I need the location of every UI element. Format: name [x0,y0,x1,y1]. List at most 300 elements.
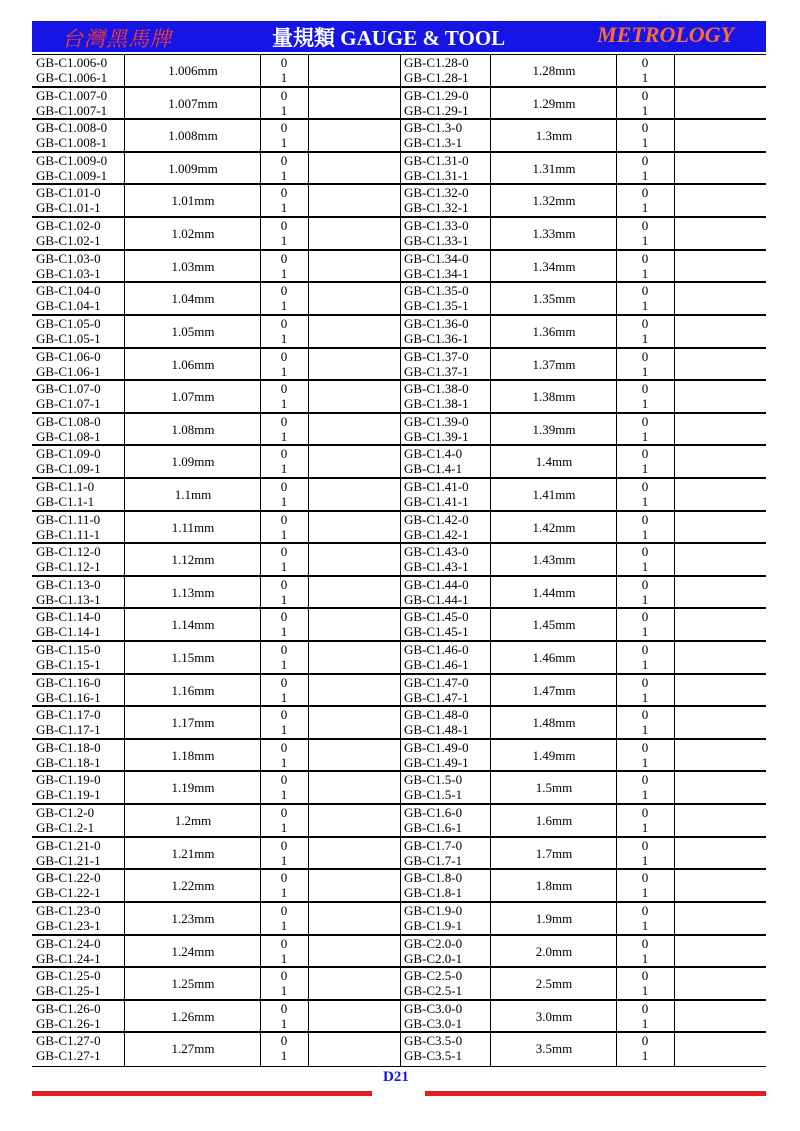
part-code: GB-C1.19-1 [36,787,101,803]
tolerance-value: 1 [280,330,288,346]
size-value: 1.25mm [171,976,215,992]
part-code: GB-C1.19-0 [36,772,101,788]
part-code: GB-C1.07-1 [36,396,101,412]
tolerance-value: 1 [641,428,649,444]
size-value: 1.006mm [168,63,218,78]
part-code: GB-C1.05-0 [36,315,101,331]
size-value: 1.39mm [532,421,576,437]
part-code: GB-C1.008-0 [36,120,108,136]
tolerance-value: 1 [280,1048,288,1064]
tolerance-value: 1 [280,722,288,738]
part-code: GB-C1.06-1 [36,363,101,379]
size-value: 1.42mm [532,519,576,535]
part-code: GB-C1.44-1 [404,591,469,607]
footer-bar-left [32,1091,372,1096]
part-code: GB-C1.14-1 [36,624,101,640]
size-value: 2.5mm [535,976,573,992]
tolerance-value: 1 [280,200,288,216]
tolerance-value: 0 [280,674,288,690]
size-value: 1.29mm [532,95,576,111]
tolerance-value: 0 [280,642,288,658]
tolerance-value: 0 [280,315,288,331]
size-value: 1.007mm [168,95,218,111]
table-row [32,707,766,740]
part-code: GB-C1.07-0 [36,381,101,397]
part-code: GB-C1.1-0 [36,478,95,494]
tolerance-value: 0 [641,642,649,658]
tolerance-value: 0 [280,870,288,886]
tolerance-value: 0 [641,609,649,625]
tolerance-value: 1 [641,591,649,607]
part-code: GB-C1.46-0 [404,642,469,658]
size-value: 1.36mm [532,323,576,339]
part-code: GB-C1.47-1 [404,689,469,705]
part-code: GB-C1.16-1 [36,689,101,705]
page-title: 量規類 GAUGE & TOOL [272,26,506,50]
size-value: 1.13mm [171,584,215,600]
tolerance-value: 1 [280,917,288,933]
part-code: GB-C1.48-0 [404,707,469,723]
table-row [32,120,766,153]
tolerance-value: 1 [280,754,288,770]
tolerance-value: 0 [641,185,649,201]
tolerance-value: 0 [641,283,649,299]
tolerance-value: 1 [280,591,288,607]
tolerance-value: 0 [641,315,649,331]
part-code: GB-C1.29-1 [404,102,469,118]
part-code: GB-C1.48-1 [404,722,469,738]
tolerance-value: 1 [641,852,649,868]
tolerance-value: 1 [641,754,649,770]
size-value: 1.14mm [171,617,215,633]
tolerance-value: 0 [280,544,288,560]
tolerance-value: 1 [280,233,288,249]
tolerance-value: 0 [641,250,649,266]
part-code: GB-C1.33-0 [404,218,469,234]
tolerance-value: 1 [641,298,649,314]
part-code: GB-C1.2-0 [36,805,95,821]
tolerance-value: 1 [280,1015,288,1031]
tolerance-value: 1 [641,70,649,85]
part-code: GB-C1.007-0 [36,87,108,103]
tolerance-value: 0 [280,87,288,103]
tolerance-value: 1 [641,265,649,281]
part-code: GB-C1.5-1 [404,787,463,803]
part-code: GB-C1.3-1 [404,135,463,151]
size-value: 1.45mm [532,617,576,633]
tolerance-value: 0 [641,218,649,234]
part-code: GB-C1.12-0 [36,544,101,560]
part-code: GB-C1.03-0 [36,250,101,266]
part-code: GB-C1.006-0 [36,55,108,70]
tolerance-value: 1 [280,70,288,85]
tolerance-value: 1 [641,722,649,738]
part-code: GB-C1.42-1 [404,526,469,542]
size-value: 1.19mm [171,780,215,796]
part-code: GB-C1.35-0 [404,283,469,299]
tolerance-value: 0 [641,902,649,918]
part-code: GB-C1.007-1 [36,102,108,118]
tolerance-value: 0 [641,87,649,103]
tolerance-value: 0 [280,805,288,821]
size-value: 1.18mm [171,747,215,763]
table-row [32,446,766,479]
part-code: GB-C1.36-1 [404,330,469,346]
tolerance-value: 0 [280,381,288,397]
size-value: 1.08mm [171,421,215,437]
part-code: GB-C1.22-0 [36,870,101,886]
tolerance-value: 0 [641,772,649,788]
size-value: 1.47mm [532,682,576,698]
part-code: GB-C1.28-1 [404,70,469,85]
size-value: 1.48mm [532,715,576,731]
part-code: GB-C1.38-0 [404,381,469,397]
table-row [32,479,766,512]
part-code: GB-C1.43-1 [404,559,469,575]
tolerance-value: 0 [641,739,649,755]
size-value: 1.37mm [532,356,576,372]
part-code: GB-C1.7-0 [404,837,463,853]
part-code: GB-C1.39-0 [404,413,469,429]
part-code: GB-C1.39-1 [404,428,469,444]
tolerance-value: 1 [641,657,649,673]
tolerance-value: 0 [641,511,649,527]
tolerance-value: 0 [641,707,649,723]
part-code: GB-C1.09-1 [36,461,101,477]
tolerance-value: 1 [280,363,288,379]
part-code: GB-C1.35-1 [404,298,469,314]
part-code: GB-C1.23-1 [36,917,101,933]
part-code: GB-C1.009-0 [36,152,108,168]
size-value: 1.6mm [535,813,573,829]
table-row [32,55,766,88]
tolerance-value: 0 [280,576,288,592]
size-value: 2.0mm [535,943,573,959]
part-code: GB-C1.47-0 [404,674,469,690]
part-code: GB-C1.01-1 [36,200,101,216]
size-value: 1.7mm [535,845,573,861]
tolerance-value: 1 [280,428,288,444]
table-row [32,642,766,675]
tolerance-value: 0 [641,55,649,70]
size-value: 1.27mm [171,1041,215,1057]
part-code: GB-C1.009-1 [36,167,108,183]
tolerance-value: 0 [280,1033,288,1049]
tolerance-value: 1 [280,102,288,118]
tolerance-value: 0 [641,478,649,494]
tolerance-value: 1 [280,787,288,803]
tolerance-value: 1 [280,526,288,542]
part-code: GB-C1.006-1 [36,70,108,85]
tolerance-value: 0 [280,55,288,70]
part-code: GB-C1.09-0 [36,446,101,462]
tolerance-value: 0 [280,413,288,429]
tolerance-value: 0 [641,544,649,560]
table-row [32,903,766,936]
size-value: 1.17mm [171,715,215,731]
size-value: 1.16mm [171,682,215,698]
tolerance-value: 1 [641,787,649,803]
size-value: 1.24mm [171,943,215,959]
part-code: GB-C1.45-0 [404,609,469,625]
part-code: GB-C1.9-1 [404,917,463,933]
part-code: GB-C1.04-0 [36,283,101,299]
size-value: 1.2mm [174,813,212,829]
size-value: 1.43mm [532,552,576,568]
part-code: GB-C1.41-1 [404,493,469,509]
part-code: GB-C1.45-1 [404,624,469,640]
tolerance-value: 0 [280,837,288,853]
part-code: GB-C2.5-0 [404,968,463,984]
part-code: GB-C1.3-0 [404,120,463,136]
size-value: 1.4mm [535,454,573,470]
part-code: GB-C1.31-0 [404,152,469,168]
part-code: GB-C1.18-0 [36,739,101,755]
part-code: GB-C1.01-0 [36,185,101,201]
size-value: 1.02mm [171,226,215,242]
tolerance-value: 1 [641,526,649,542]
part-code: GB-C1.42-0 [404,511,469,527]
table-row [32,805,766,838]
header-bar [32,21,766,52]
part-code: GB-C1.28-0 [404,55,469,70]
tolerance-value: 0 [280,739,288,755]
part-code: GB-C1.008-1 [36,135,108,151]
tolerance-value: 1 [280,885,288,901]
part-code: GB-C1.6-0 [404,805,463,821]
product-table [32,54,766,1067]
part-code: GB-C1.13-0 [36,576,101,592]
table-row [32,544,766,577]
part-code: GB-C1.17-1 [36,722,101,738]
part-code: GB-C1.11-0 [36,511,101,527]
part-code: GB-C1.44-0 [404,576,469,592]
part-code: GB-C1.46-1 [404,657,469,673]
tolerance-value: 0 [641,1033,649,1049]
tolerance-value: 1 [641,1015,649,1031]
part-code: GB-C3.5-1 [404,1048,463,1064]
table-row [32,512,766,545]
size-value: 1.33mm [532,226,576,242]
table-row [32,88,766,121]
tolerance-value: 1 [641,167,649,183]
tolerance-value: 0 [641,152,649,168]
tolerance-value: 0 [280,609,288,625]
part-code: GB-C3.5-0 [404,1033,463,1049]
tolerance-value: 1 [641,493,649,509]
tolerance-value: 1 [641,820,649,836]
tolerance-value: 1 [280,298,288,314]
table-row [32,283,766,316]
tolerance-value: 1 [280,983,288,999]
part-code: GB-C1.03-1 [36,265,101,281]
tolerance-value: 1 [280,689,288,705]
part-code: GB-C1.08-0 [36,413,101,429]
tolerance-value: 0 [641,381,649,397]
size-value: 1.09mm [171,454,215,470]
table-row [32,675,766,708]
tolerance-value: 1 [280,265,288,281]
category-label: METROLOGY [597,22,734,47]
part-code: GB-C1.36-0 [404,315,469,331]
tolerance-value: 1 [641,885,649,901]
tolerance-value: 1 [280,624,288,640]
part-code: GB-C1.37-0 [404,348,469,364]
part-code: GB-C1.18-1 [36,754,101,770]
tolerance-value: 1 [641,559,649,575]
part-code: GB-C1.12-1 [36,559,101,575]
tolerance-value: 0 [280,120,288,136]
size-value: 1.008mm [168,128,218,144]
tolerance-value: 1 [641,461,649,477]
tolerance-value: 0 [280,446,288,462]
tolerance-value: 0 [280,283,288,299]
part-code: GB-C1.17-0 [36,707,101,723]
part-code: GB-C1.4-1 [404,461,463,477]
table-row [32,968,766,1001]
table-row [32,609,766,642]
part-code: GB-C2.5-1 [404,983,463,999]
part-code: GB-C1.33-1 [404,233,469,249]
table-row [32,936,766,969]
tolerance-value: 1 [280,461,288,477]
tolerance-value: 0 [641,870,649,886]
size-value: 1.009mm [168,160,218,176]
size-value: 1.11mm [171,519,215,535]
tolerance-value: 1 [641,330,649,346]
tolerance-value: 1 [641,624,649,640]
table-row [32,251,766,284]
part-code: GB-C1.8-1 [404,885,463,901]
tolerance-value: 1 [641,200,649,216]
page-code: D21 [383,1069,409,1085]
size-value: 3.5mm [535,1041,573,1057]
tolerance-value: 1 [641,1048,649,1064]
size-value: 1.15mm [171,650,215,666]
part-code: GB-C1.38-1 [404,396,469,412]
size-value: 1.5mm [535,780,573,796]
size-value: 1.44mm [532,584,576,600]
table-row [32,316,766,349]
tolerance-value: 0 [641,576,649,592]
part-code: GB-C1.15-0 [36,642,101,658]
part-code: GB-C1.6-1 [404,820,463,836]
size-value: 1.21mm [171,845,215,861]
part-code: GB-C1.31-1 [404,167,469,183]
tolerance-value: 1 [280,559,288,575]
tolerance-value: 1 [280,493,288,509]
part-code: GB-C1.02-1 [36,233,101,249]
part-code: GB-C2.0-1 [404,950,463,966]
part-code: GB-C1.8-0 [404,870,463,886]
size-value: 1.41mm [532,486,576,502]
part-code: GB-C1.16-0 [36,674,101,690]
part-code: GB-C1.11-1 [36,526,101,542]
part-code: GB-C1.43-0 [404,544,469,560]
part-code: GB-C1.5-0 [404,772,463,788]
size-value: 1.22mm [171,878,215,894]
part-code: GB-C1.4-0 [404,446,463,462]
tolerance-value: 1 [641,233,649,249]
tolerance-value: 1 [641,950,649,966]
part-code: GB-C1.02-0 [36,218,101,234]
part-code: GB-C1.04-1 [36,298,101,314]
size-value: 1.32mm [532,193,576,209]
size-value: 1.03mm [171,258,215,274]
part-code: GB-C1.22-1 [36,885,101,901]
size-value: 1.35mm [532,291,576,307]
part-code: GB-C1.7-1 [404,852,463,868]
part-code: GB-C1.49-1 [404,754,469,770]
tolerance-value: 0 [280,250,288,266]
tolerance-value: 1 [641,363,649,379]
table-row [32,1033,766,1066]
part-code: GB-C1.41-0 [404,478,469,494]
tolerance-value: 0 [280,707,288,723]
part-code: GB-C1.05-1 [36,330,101,346]
size-value: 1.23mm [171,910,215,926]
size-value: 1.12mm [171,552,215,568]
table-row [32,577,766,610]
part-code: GB-C1.26-1 [36,1015,101,1031]
table-row [32,349,766,382]
table-row [32,381,766,414]
tolerance-value: 0 [641,348,649,364]
size-value: 1.9mm [535,910,573,926]
size-value: 1.05mm [171,323,215,339]
size-value: 1.38mm [532,389,576,405]
tolerance-value: 1 [280,396,288,412]
size-value: 3.0mm [535,1008,573,1024]
part-code: GB-C1.34-1 [404,265,469,281]
table-row [32,870,766,903]
tolerance-value: 1 [641,917,649,933]
size-value: 1.3mm [535,128,573,144]
size-value: 1.01mm [171,193,215,209]
tolerance-value: 0 [641,935,649,951]
part-code: GB-C1.21-0 [36,837,101,853]
size-value: 1.31mm [532,160,576,176]
size-value: 1.26mm [171,1008,215,1024]
tolerance-value: 1 [280,950,288,966]
part-code: GB-C1.2-1 [36,820,95,836]
part-code: GB-C1.25-0 [36,968,101,984]
size-value: 1.46mm [532,650,576,666]
size-value: 1.28mm [532,63,576,78]
tolerance-value: 1 [280,135,288,151]
tolerance-value: 1 [280,852,288,868]
size-value: 1.49mm [532,747,576,763]
table-row [32,838,766,871]
part-code: GB-C1.15-1 [36,657,101,673]
part-code: GB-C2.0-0 [404,935,463,951]
brand-name: 台灣黑馬牌 [62,27,172,51]
part-code: GB-C1.24-1 [36,950,101,966]
tolerance-value: 0 [280,152,288,168]
part-code: GB-C3.0-1 [404,1015,463,1031]
tolerance-value: 0 [641,968,649,984]
tolerance-value: 1 [280,657,288,673]
tolerance-value: 1 [641,689,649,705]
tolerance-value: 0 [641,805,649,821]
size-value: 1.1mm [174,486,212,502]
table-row [32,218,766,251]
tolerance-value: 0 [280,772,288,788]
tolerance-value: 0 [641,120,649,136]
tolerance-value: 0 [641,837,649,853]
size-value: 1.07mm [171,389,215,405]
tolerance-value: 0 [641,446,649,462]
